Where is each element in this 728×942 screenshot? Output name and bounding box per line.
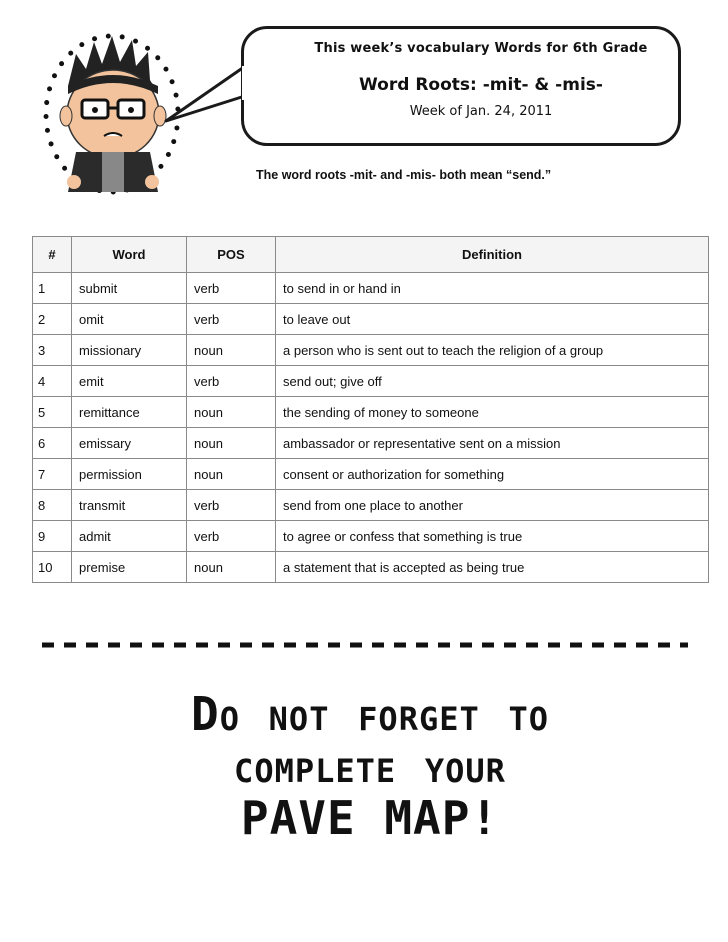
table-header-row [33,237,709,273]
row-number: 7 [33,459,72,490]
row-pos: noun [187,428,276,459]
row-word: admit [72,521,187,552]
row-definition: a person who is sent out to teach the religion of a group [276,335,709,366]
row-word: permission [72,459,187,490]
row-number: 5 [33,397,72,428]
row-word: emissary [72,428,187,459]
row-pos: noun [187,397,276,428]
row-definition: send from one place to another [276,490,709,521]
table-row [33,366,709,397]
header-number: # [33,237,72,273]
row-number: 8 [33,490,72,521]
row-definition: to agree or confess that something is true [276,521,709,552]
row-number: 3 [33,335,72,366]
table-row [33,335,709,366]
row-number: 10 [33,552,72,583]
roots-note: The word roots -mit- and -mis- both mean “send.” [256,168,552,182]
bubble-date: Week of Jan. 24, 2011 [409,104,553,119]
row-word: premise [72,552,187,583]
row-pos: verb [187,304,276,335]
row-pos: verb [187,273,276,304]
reminder-line-2: complete your [234,739,506,793]
bubble-heading: This week’s vocabulary Words for 6th Grade [314,41,648,56]
row-number: 9 [33,521,72,552]
header-word: Word [72,237,187,273]
table-row [33,521,709,552]
vocabulary-table [32,236,709,583]
row-pos: noun [187,335,276,366]
bubble-title: Word Roots: -mit- & -mis- [359,75,603,95]
row-definition: consent or authorization for something [276,459,709,490]
table-row [33,459,709,490]
reminder-text [60,688,680,844]
table-row [33,552,709,583]
row-word: remittance [72,397,187,428]
row-number: 4 [33,366,72,397]
header-definition: Definition [276,237,709,273]
reminder-line-1: Do not forget to [191,687,549,741]
table-row [33,397,709,428]
reminder-line-3: PAVE MAP! [240,791,500,845]
table-row [33,490,709,521]
table-row [33,304,709,335]
row-definition: to send in or hand in [276,273,709,304]
dashed-divider [40,627,690,663]
row-definition: to leave out [276,304,709,335]
row-number: 1 [33,273,72,304]
row-pos: noun [187,552,276,583]
row-pos: verb [187,521,276,552]
row-number: 6 [33,428,72,459]
row-pos: verb [187,366,276,397]
row-definition: ambassador or representative sent on a mission [276,428,709,459]
header-pos: POS [187,237,276,273]
row-word: submit [72,273,187,304]
row-word: emit [72,366,187,397]
row-word: transmit [72,490,187,521]
row-number: 2 [33,304,72,335]
row-word: omit [72,304,187,335]
table-row [33,428,709,459]
table-row [33,273,709,304]
row-pos: verb [187,490,276,521]
row-definition: send out; give off [276,366,709,397]
speech-bubble [241,26,681,146]
row-definition: a statement that is accepted as being true [276,552,709,583]
row-pos: noun [187,459,276,490]
row-definition: the sending of money to someone [276,397,709,428]
bubble-tail-join [242,66,250,100]
row-word: missionary [72,335,187,366]
